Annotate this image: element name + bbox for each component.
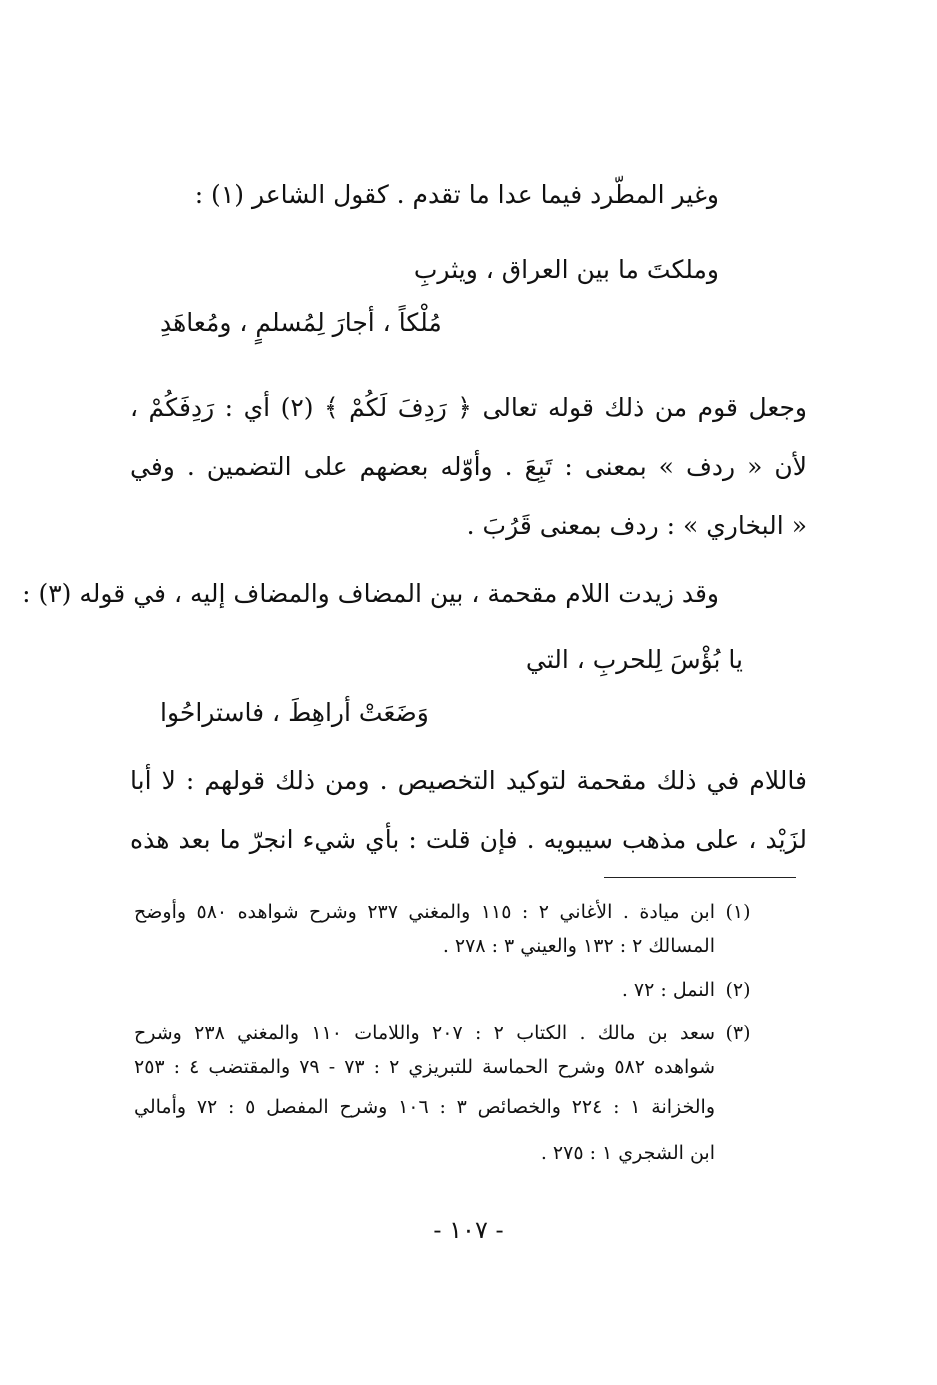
footnote-3-line-2: شواهده ٥٨٢ وشرح الحماسة للتبريزي ٢ : ٧٣ - ٧٩ والمقتضب ٤ : ٢٥٣ [134,1056,715,1078]
footnote-3-line-3: والخزانة ١ : ٢٢٤ والخصائص ٣ : ١٠٦ وشرح المفصل ٥ : ٧٢ وأمالي [134,1096,716,1118]
verse-1-first-hemistich: وملكتَ ما بين العراق ، ويثربِ [413,255,719,284]
paragraph-3-line-1: فاللام في ذلك مقحمة لتوكيد التخصيص . ومن ذلك قولهم : لا أبا [130,766,807,795]
paragraph-3-line-2: لزَيْد ، على مذهب سيبويه . فإن قلت : بأي شيء انجرّ ما بعد هذه [130,825,807,854]
paragraph-1-line-2: لأن « ردف » بمعنى : تَبِعَ . وأوّله بعضهم على التضمين . وفي [130,452,807,481]
intro-line: وغير المطّرد فيما عدا ما تقدم . كقول الشاعر (١) : [194,180,719,209]
footnote-3-number: (٣) [725,1022,751,1044]
footnote-separator [604,877,796,878]
footnote-2-line-1: النمل : ٧٢ . [621,979,715,1001]
footnote-1-line-2: المسالك ٢ : ١٣٢ والعيني ٣ : ٢٧٨ . [442,935,715,957]
verse-2-first-hemistich: يا بُؤْسَ لِلحربِ ، التي [525,645,743,674]
footnote-3-line-4: ابن الشجري ١ : ٢٧٥ . [540,1142,715,1164]
paragraph-2: وقد زيدت اللام مقحمة ، بين المضاف والمضاف إليه ، في قوله (٣) : [22,579,719,608]
footnote-1-line-1: ابن ميادة . الأغاني ٢ : ١١٥ والمغني ٢٣٧ وشرح شواهده ٥٨٠ وأوضح [134,901,715,923]
verse-1-second-hemistich: مُلْكاً ، أجارَ لِمُسلمٍ ، ومُعاهَدِ [160,308,442,337]
page-number: - ١٠٧ - [433,1216,504,1244]
paragraph-1-line-3: « البخاري » : ردف بمعنى قَرُبَ . [466,511,807,540]
paragraph-1-line-1: وجعل قوم من ذلك قوله تعالى ﴿ رَدِفَ لَكُمْ ﴾ (٢) أي : رَدِفَكُمْ ، [130,393,807,422]
verse-2-second-hemistich: وَضَعَتْ أراهِطَ ، فاستراحُوا [160,698,429,727]
footnote-3-line-1: سعد بن مالك . الكتاب ٢ : ٢٠٧ واللامات ١١٠ والمغني ٢٣٨ وشرح [134,1022,715,1044]
footnote-2-number: (٢) [725,979,751,1001]
footnote-1-number: (١) [725,901,751,923]
